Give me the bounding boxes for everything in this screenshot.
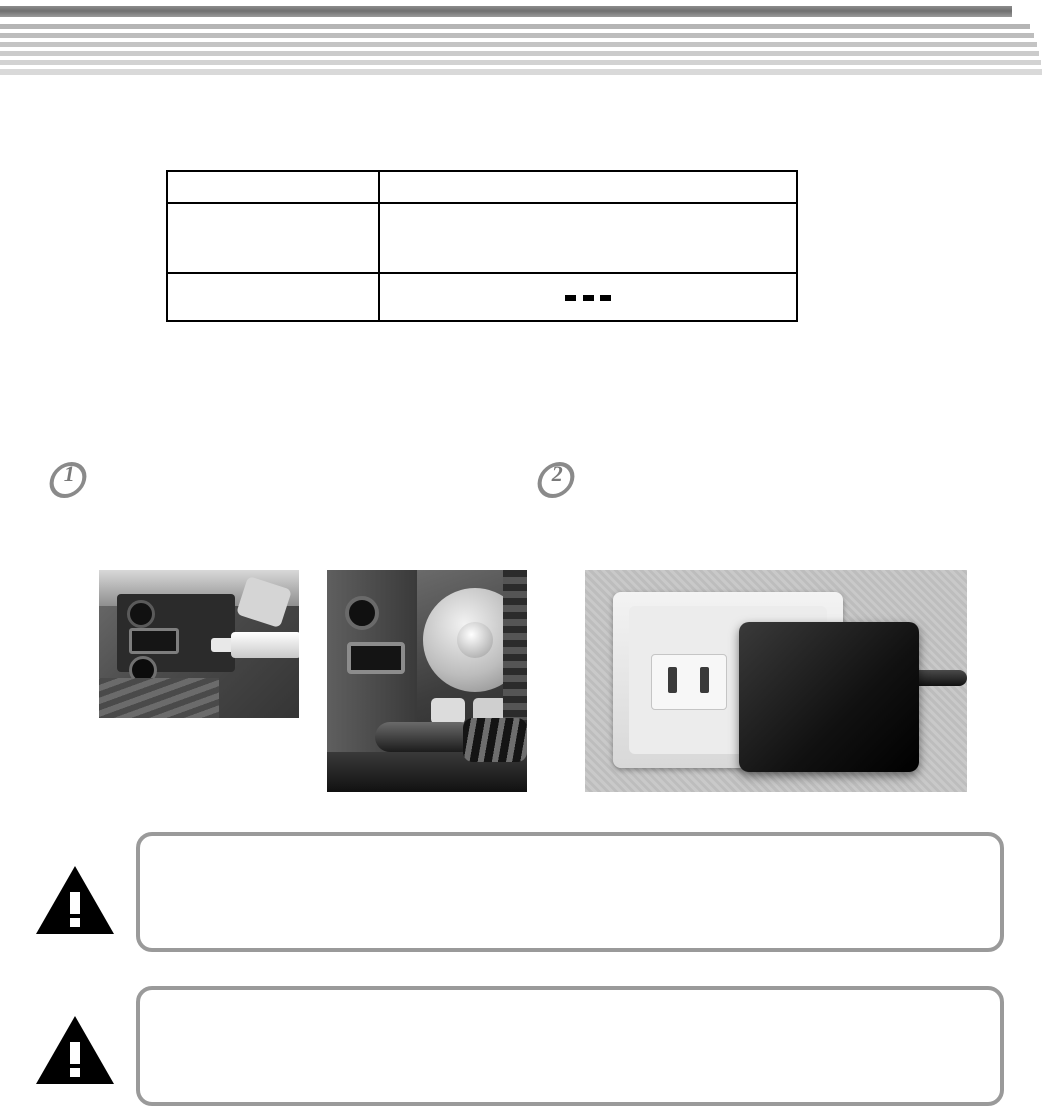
- table-row: [167, 203, 797, 273]
- header-bar-line-5: [0, 60, 1041, 65]
- header-bar-line-2: [0, 33, 1034, 38]
- step-number-2-label: 2: [551, 461, 563, 486]
- header-bar-line-1: [0, 24, 1030, 29]
- step-number-1: [50, 462, 86, 505]
- step-number-1-label: 1: [63, 461, 75, 486]
- header-bar-thick: [0, 6, 1012, 17]
- dc-power-symbol-icon: [565, 295, 611, 301]
- page-header-band: [0, 0, 1042, 84]
- table-row: [167, 171, 797, 203]
- table-row: [167, 273, 797, 321]
- warning-box-2-text: [140, 990, 1000, 1018]
- warning-triangle-icon: [36, 866, 114, 940]
- table-cell-label: [167, 203, 379, 273]
- warning-box-1: [136, 832, 1004, 952]
- table-cell-label: [167, 273, 379, 321]
- camera-dc-in-connector-photo: [99, 570, 299, 718]
- warning-box-1-text: [140, 836, 1000, 864]
- warning-triangle-icon: [36, 1016, 114, 1090]
- step-number-2: [538, 462, 574, 505]
- header-bar-line-3: [0, 42, 1037, 47]
- ac-adapter-in-wall-outlet-photo: [585, 570, 967, 792]
- table-cell-label: [167, 171, 379, 203]
- warning-box-2: [136, 986, 1004, 1106]
- table-cell-value: [379, 171, 797, 203]
- specification-table: [166, 170, 798, 322]
- table-cell-value: [379, 203, 797, 273]
- table-cell-value: [379, 273, 797, 321]
- header-bar-line-6: [0, 69, 1042, 75]
- camera-rear-cable-connected-photo: [327, 570, 527, 792]
- header-bar-line-4: [0, 51, 1039, 56]
